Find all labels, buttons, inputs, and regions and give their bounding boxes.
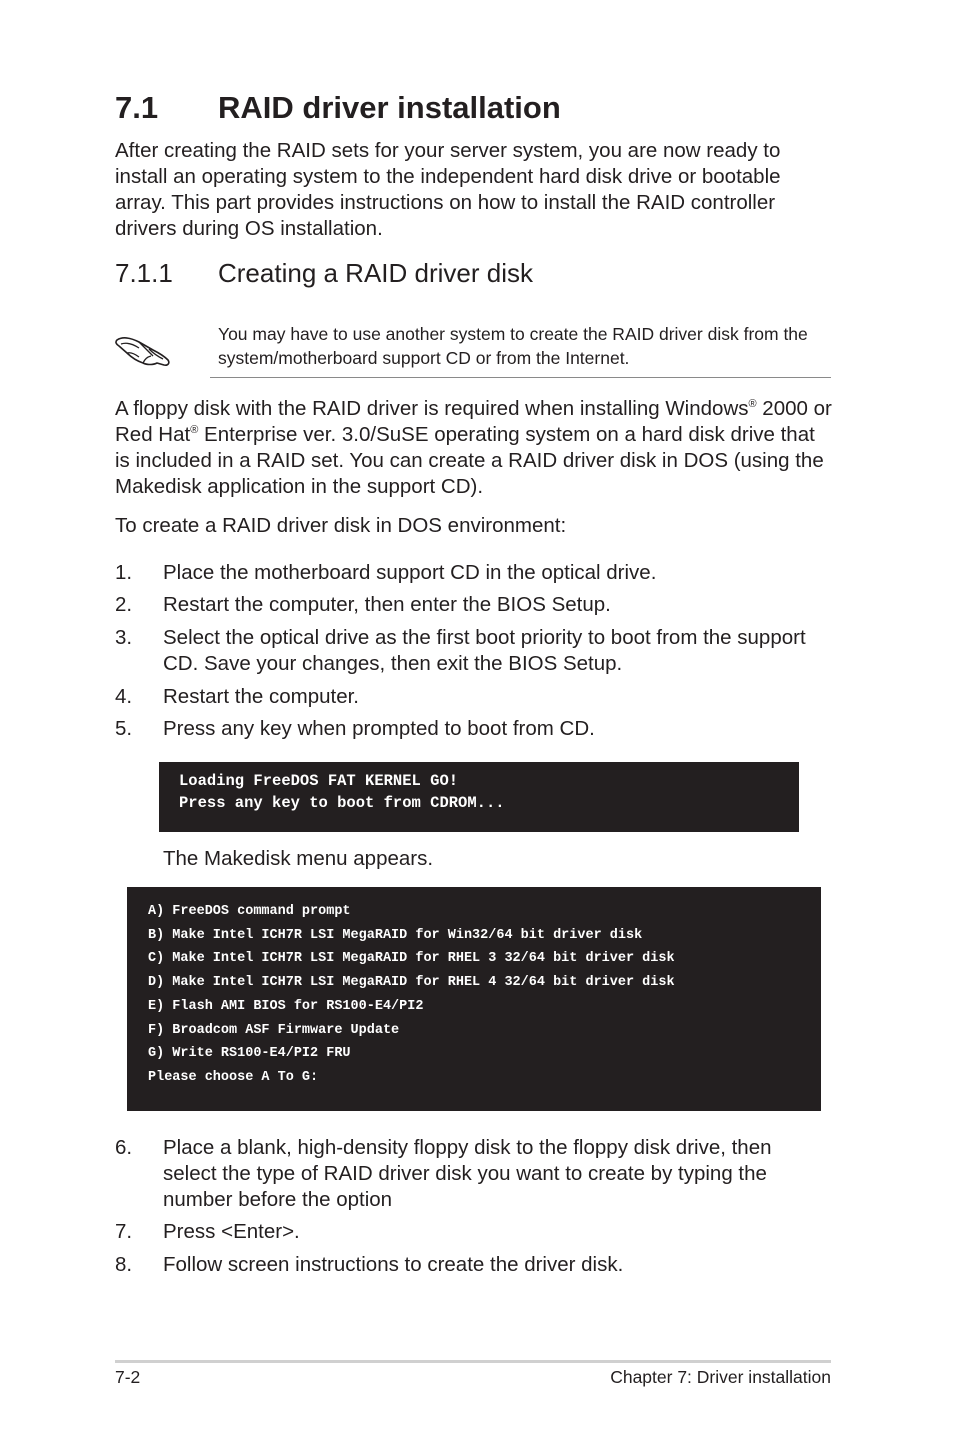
section-number: 7.1 [115, 90, 159, 125]
step-item [115, 684, 830, 710]
section-title: RAID driver installation [218, 90, 561, 125]
menu-option: B) Make Intel ICH7R LSI MegaRAID for Win32/64 bit driver disk [148, 927, 643, 943]
step-number: 6. [115, 1136, 133, 1159]
step-item [115, 1252, 830, 1278]
step-item [115, 1135, 830, 1213]
menu-option: A) FreeDOS command prompt [148, 904, 351, 919]
console-line: Loading FreeDOS FAT KERNEL GO! [179, 772, 459, 790]
registered-mark: ® [748, 398, 757, 411]
step-item [115, 592, 830, 618]
dos-intro: To create a RAID driver disk in DOS environment: [115, 514, 567, 537]
page-number: 7-2 [115, 1367, 141, 1387]
menu-option: G) Write RS100-E4/PI2 FRU [148, 1046, 351, 1062]
step-text: Follow screen instructions to create the driver disk. [163, 1253, 624, 1276]
menu-option: D) Make Intel ICH7R LSI MegaRAID for RHEL 4 32/64 bit driver disk [148, 975, 675, 991]
step-item [115, 716, 830, 742]
intro-paragraph: After creating the RAID sets for your server system, you are now ready to install an operating system to the independent hard disk drive or bootable array. This part provides instructions on how to install the RAID controller drivers during OS installation. [115, 139, 781, 240]
step-text: Restart the computer, then enter the BIOS Setup. [163, 593, 611, 616]
step-number: 7. [115, 1220, 133, 1243]
chapter-label: Chapter 7: Driver installation [610, 1367, 831, 1387]
step-number: 3. [115, 626, 133, 649]
menu-option: E) Flash AMI BIOS for RS100-E4/PI2 [148, 998, 424, 1014]
note-divider [210, 377, 831, 378]
menu-option: C) Make Intel ICH7R LSI MegaRAID for RHEL 3 32/64 bit driver disk [148, 951, 675, 967]
menu-option: F) Broadcom ASF Firmware Update [148, 1022, 400, 1038]
step-text: Select the optical drive as the first boot priority to boot from the support CD. Save your changes, then exit the BIOS Setup. [163, 626, 806, 675]
step-number: 5. [115, 717, 133, 740]
step-item [115, 1219, 830, 1245]
boot-console [159, 762, 799, 832]
step-item [115, 560, 830, 586]
console-line: Press any key to boot from CDROM... [179, 794, 505, 812]
step-number: 4. [115, 685, 133, 708]
floppy-paragraph [115, 396, 835, 500]
hand-note-icon [113, 322, 173, 370]
registered-mark: ® [190, 424, 199, 437]
subsection-title: Creating a RAID driver disk [218, 258, 533, 288]
menu-prompt: Please choose A To G: [148, 1069, 319, 1085]
step-number: 2. [115, 593, 133, 616]
step-text: Restart the computer. [163, 685, 359, 708]
makedisk-caption: The Makedisk menu appears. [163, 847, 434, 870]
step-text: Place the motherboard support CD in the optical drive. [163, 561, 657, 584]
note-text: You may have to use another system to create the RAID driver disk from the system/motherboard support CD or from the Internet. [218, 324, 808, 368]
floppy-paragraph-part1: A floppy disk with the RAID driver is required when installing Windows [115, 397, 749, 420]
footer-divider [115, 1360, 831, 1363]
subsection-heading [115, 256, 533, 290]
makedisk-menu-console [127, 887, 821, 1111]
step-item [115, 625, 830, 677]
section-heading [115, 86, 561, 130]
step-text: Press <Enter>. [163, 1220, 300, 1243]
floppy-paragraph-part3: Enterprise ver. 3.0/SuSE operating system on a hard disk drive that is included in a RAID set. You can create a RAID driver disk in DOS (using the Makedisk application in the support CD). [115, 423, 824, 498]
step-text: Press any key when prompted to boot from CD. [163, 717, 595, 740]
step-number: 8. [115, 1253, 133, 1276]
subsection-number: 7.1.1 [115, 258, 173, 288]
step-number: 1. [115, 561, 133, 584]
step-text: Place a blank, high-density floppy disk to the floppy disk drive, then select the type of RAID driver disk you want to create by typing the number before the option [163, 1136, 772, 1211]
floppy-paragraph-part2: 2000 or Red Hat [115, 397, 832, 446]
